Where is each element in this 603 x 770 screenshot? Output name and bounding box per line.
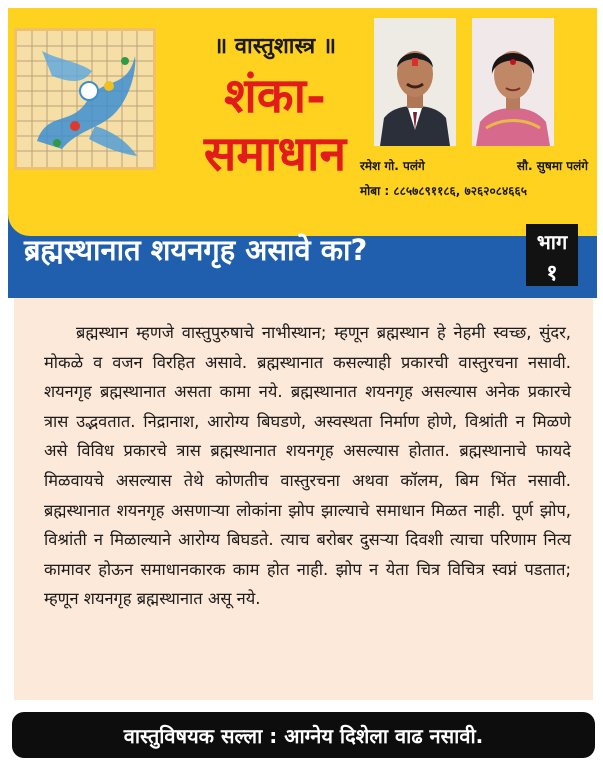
woman-portrait-icon [472,18,554,146]
part-label: भाग [536,230,568,254]
page-title-line1: शंका- [224,68,326,124]
vastu-grid-icon [17,31,153,167]
article-paragraph: ब्रह्मस्थान म्हणजे वास्तुपुरुषाचे नाभीस्थान; म्हणून ब्रह्मस्थान हे नेहमी स्वच्छ, सुंदर, मोकळे व वजन विरहित असावे. ब्रह्मस्थानात कसल्याही प्रकारची वास्तुरचना नसावी. शयनगृह ब्रह्मस्थानात असता कामा नये. ब्रह्मस्थानात शयनगृह असल्यास अनेक प्रकारचे त्रास उद्भवतात. निद्रानाश, आरोग्य बिघडणे, अस्वस्थता निर्माण होणे, विश्रांती न मिळणे असे विविध प्रकारचे त्रास ब्रह्मस्थानात शयनगृह असल्यास होतात. ब्रह्मस्थानाचे फायदे मिळवायचे असल्यास तेथे कोणतीच वास्तुरचना अथवा कॉलम, बिम भिंत नसावी. ब्रह्मस्थानात शयनगृह असणाऱ्या लोकांना झोप झाल्याचे समाधान मिळत नाही. पूर्ण झोप, विश्रांती न मिळाल्याने आरोग्य बिघडते. त्याच बरोबर दुसऱ्या दिवशी त्याचा परिणाम नित्य कामावर होऊन समाधानकारक काम होत नाही. झोप न येता चित्र विचित्र स्वप्नं पडतात; म्हणून शयनगृह ब्रह्मस्थानात असू नये. [44,323,571,609]
part-badge [526,224,578,286]
page-title-line2: समाधान [203,126,347,182]
section-kicker: ॥ वास्तुशास्त्र ॥ [213,33,337,59]
contact-phone: मोबा : ८८५७८९११८६, ७२६२०८४६६५ [360,184,527,198]
man-portrait-icon [374,18,456,146]
question-heading: ब्रह्मस्थानात शयनगृह असावे का? [24,233,368,267]
author-photo-1 [374,18,456,146]
vastu-purusha-illustration [14,28,156,170]
author-name-2: सौ. सुषमा पलंगे [516,159,588,173]
author-photo-2 [472,18,554,146]
article-body [14,298,593,700]
part-number: १ [546,260,558,286]
author-names [360,157,596,174]
author-name-1: रमेश गो. पलंगे [360,159,425,173]
vastu-tip-footer: वास्तुविषयक सल्ला : आग्नेय दिशेला वाढ नसावी. [12,712,595,758]
